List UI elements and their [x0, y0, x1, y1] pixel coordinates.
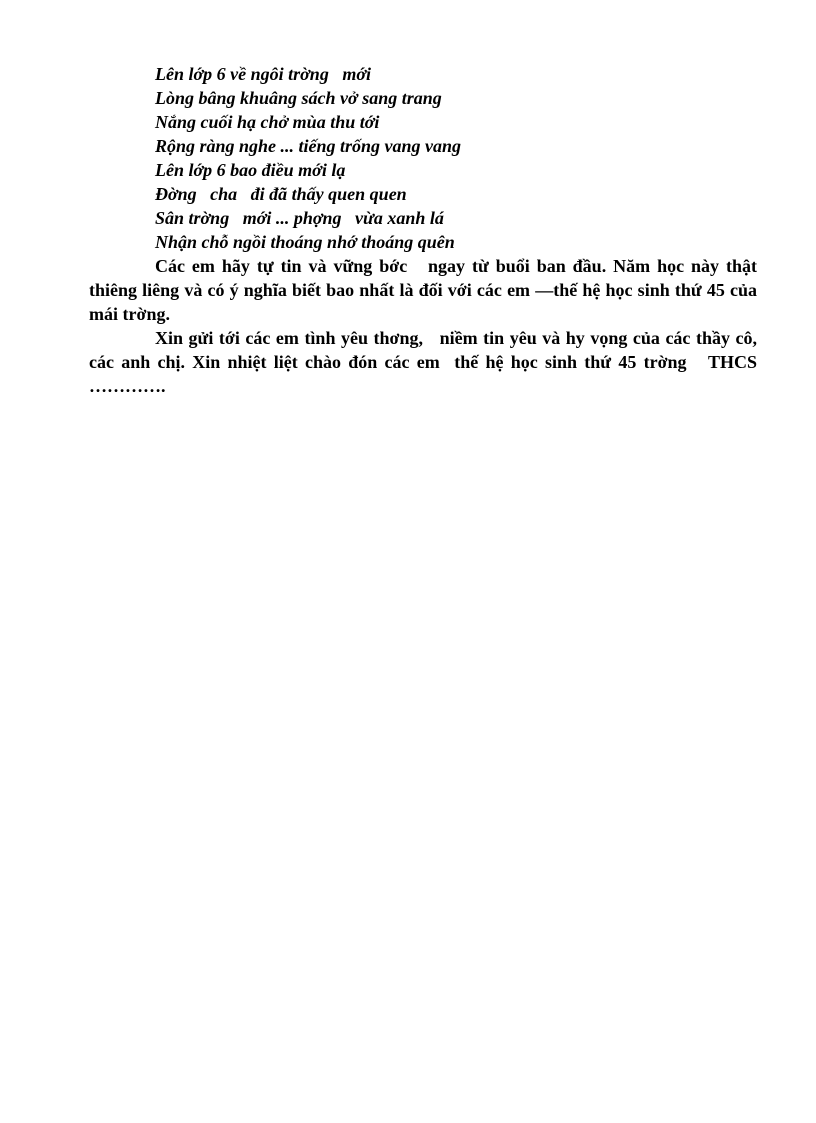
- poem-line: Lên lớp 6 bao điều mới lạ: [155, 160, 346, 180]
- poem-line: Lòng bâng khuâng sách vở sang trang: [155, 88, 442, 108]
- poem-line: Nhận chỗ ngồi thoáng nhớ thoáng quên: [155, 232, 455, 252]
- poem-line: Nắng cuối hạ chở mùa thu tới: [155, 112, 380, 132]
- poem-line: Đờng cha đi đã thấy quen quen: [155, 184, 407, 204]
- body-paragraph: Xin gửi tới các em tình yêu thơng, niềm tin yêu và hy vọng của các thầy cô, các anh chị. Xin nhiệt liệt chào đón các em thế hệ học sinh thứ 45 trờng THCS ………….: [89, 328, 762, 396]
- poem-line: Lên lớp 6 về ngôi trờng mới: [155, 64, 371, 84]
- poem-stanza: [155, 62, 755, 254]
- poem-line: Rộng ràng nghe ... tiếng trống vang vang: [155, 136, 462, 156]
- body-paragraph: Các em hãy tự tin và vững bớc ngay từ buổi ban đầu. Năm học này thật thiêng liêng và có ý nghĩa biết bao nhất là đối với các em —thế hệ học sinh thứ 45 của mái trờng.: [89, 256, 762, 324]
- poem-line: Sân trờng mới ... phợng vừa xanh lá: [155, 208, 444, 228]
